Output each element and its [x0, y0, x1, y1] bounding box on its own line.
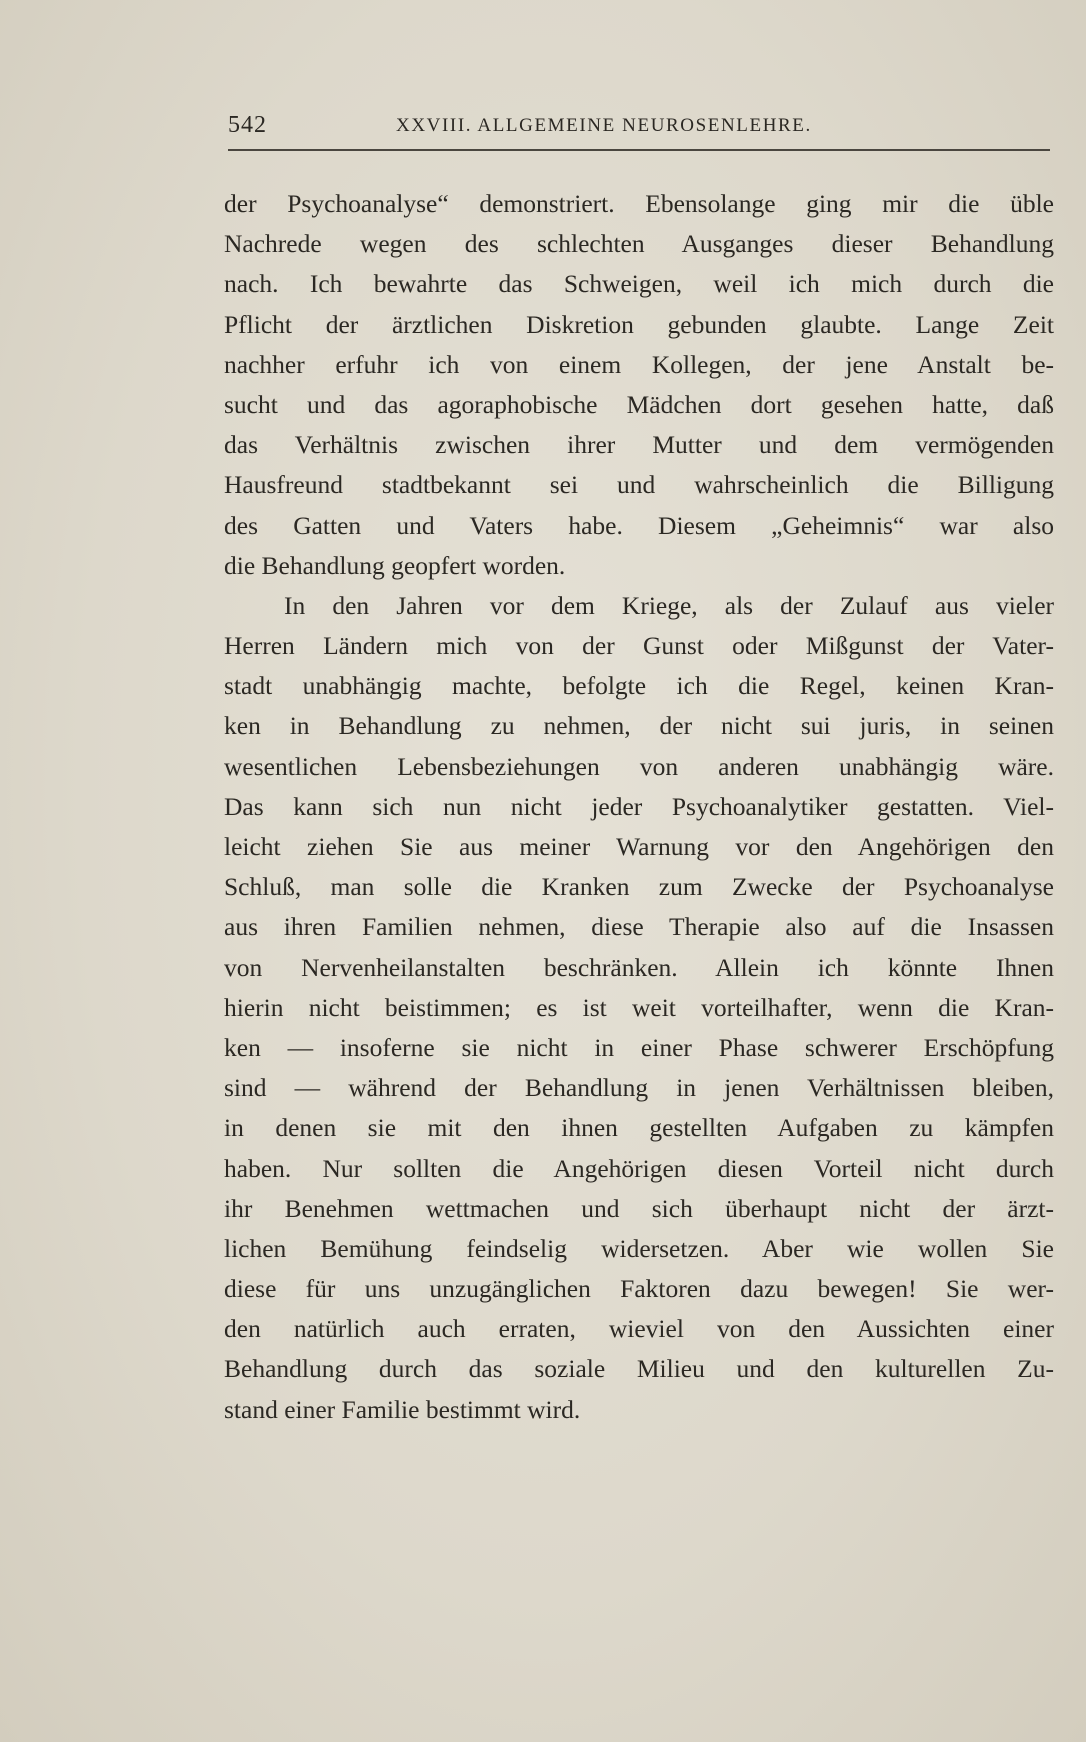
- text-line: ihr Benehmen wettmachen und sich überhaupt nicht der ärzt-: [224, 1193, 1054, 1223]
- text-line: ken in Behandlung zu nehmen, der nicht sui juris, in seinen: [224, 711, 1054, 741]
- text-line: haben. Nur sollten die Angehörigen diesen Vorteil nicht durch: [224, 1153, 1054, 1183]
- text-line: Pflicht der ärztlichen Diskretion gebunden glaubte. Lange Zeit: [224, 309, 1054, 339]
- page-header: [228, 112, 1050, 148]
- text-line: Das kann sich nun nicht jeder Psychoanalytiker gestatten. Viel-: [224, 791, 1054, 821]
- text-line: stand einer Familie bestimmt wird.: [224, 1394, 581, 1424]
- body-text: [224, 184, 1054, 1430]
- text-line: wesentlichen Lebensbeziehungen von anderen unabhängig wäre.: [224, 751, 1054, 781]
- text-line: nachher erfuhr ich von einem Kollegen, der jene Anstalt be-: [224, 349, 1054, 379]
- header-rule: [228, 149, 1050, 151]
- text-line: leicht ziehen Sie aus meiner Warnung vor den Angehörigen den: [224, 832, 1054, 861]
- page-number: 542: [228, 112, 267, 138]
- text-line: sucht und das agoraphobische Mädchen dort gesehen hatte, daß: [224, 389, 1054, 419]
- text-line: den natürlich auch erraten, wieviel von den Aussichten einer: [224, 1314, 1054, 1344]
- text-line: lichen Bemühung feindselig widersetzen. Aber wie wollen Sie: [224, 1233, 1054, 1263]
- text-line: Nachrede wegen des schlechten Ausganges dieser Behandlung: [224, 229, 1054, 259]
- text-line: nach. Ich bewahrte das Schweigen, weil ich mich durch die: [224, 269, 1054, 299]
- text-line: Schluß, man solle die Kranken zum Zwecke der Psychoanalyse: [224, 872, 1054, 902]
- text-line: das Verhältnis zwischen ihrer Mutter und dem vermögenden: [224, 430, 1054, 460]
- text-line: Herren Ländern mich von der Gunst oder Mißgunst der Vater-: [224, 631, 1054, 661]
- text-line: Hausfreund stadtbekannt sei und wahrscheinlich die Billigung: [224, 470, 1054, 500]
- running-head: XXVIII. ALLGEMEINE NEUROSENLEHRE.: [396, 115, 812, 136]
- text-line: der Psychoanalyse“ demonstriert. Ebensolange ging mir die üble: [224, 189, 1054, 218]
- text-line: diese für uns unzugänglichen Faktoren dazu bewegen! Sie wer-: [224, 1274, 1054, 1304]
- text-line: sind — während der Behandlung in jenen Verhältnissen bleiben,: [224, 1073, 1054, 1103]
- text-line: Behandlung durch das soziale Milieu und den kulturellen Zu-: [224, 1354, 1054, 1384]
- text-line: hierin nicht beistimmen; es ist weit vorteilhafter, wenn die Kran-: [224, 992, 1054, 1022]
- text-line: ken — insoferne sie nicht in einer Phase schwerer Erschöpfung: [224, 1032, 1054, 1062]
- text-line: die Behandlung geopfert worden.: [224, 550, 566, 580]
- text-line: stadt unabhängig machte, befolgte ich die Regel, keinen Kran-: [224, 671, 1054, 701]
- text-line: des Gatten und Vaters habe. Diesem „Geheimnis“ war also: [224, 510, 1054, 540]
- text-line: von Nervenheilanstalten beschränken. Allein ich könnte Ihnen: [224, 952, 1054, 982]
- text-line: In den Jahren vor dem Kriege, als der Zulauf aus vieler: [284, 590, 1054, 620]
- text-line: in denen sie mit den ihnen gestellten Aufgaben zu kämpfen: [224, 1113, 1054, 1143]
- text-line: aus ihren Familien nehmen, diese Therapie also auf die Insassen: [224, 912, 1054, 942]
